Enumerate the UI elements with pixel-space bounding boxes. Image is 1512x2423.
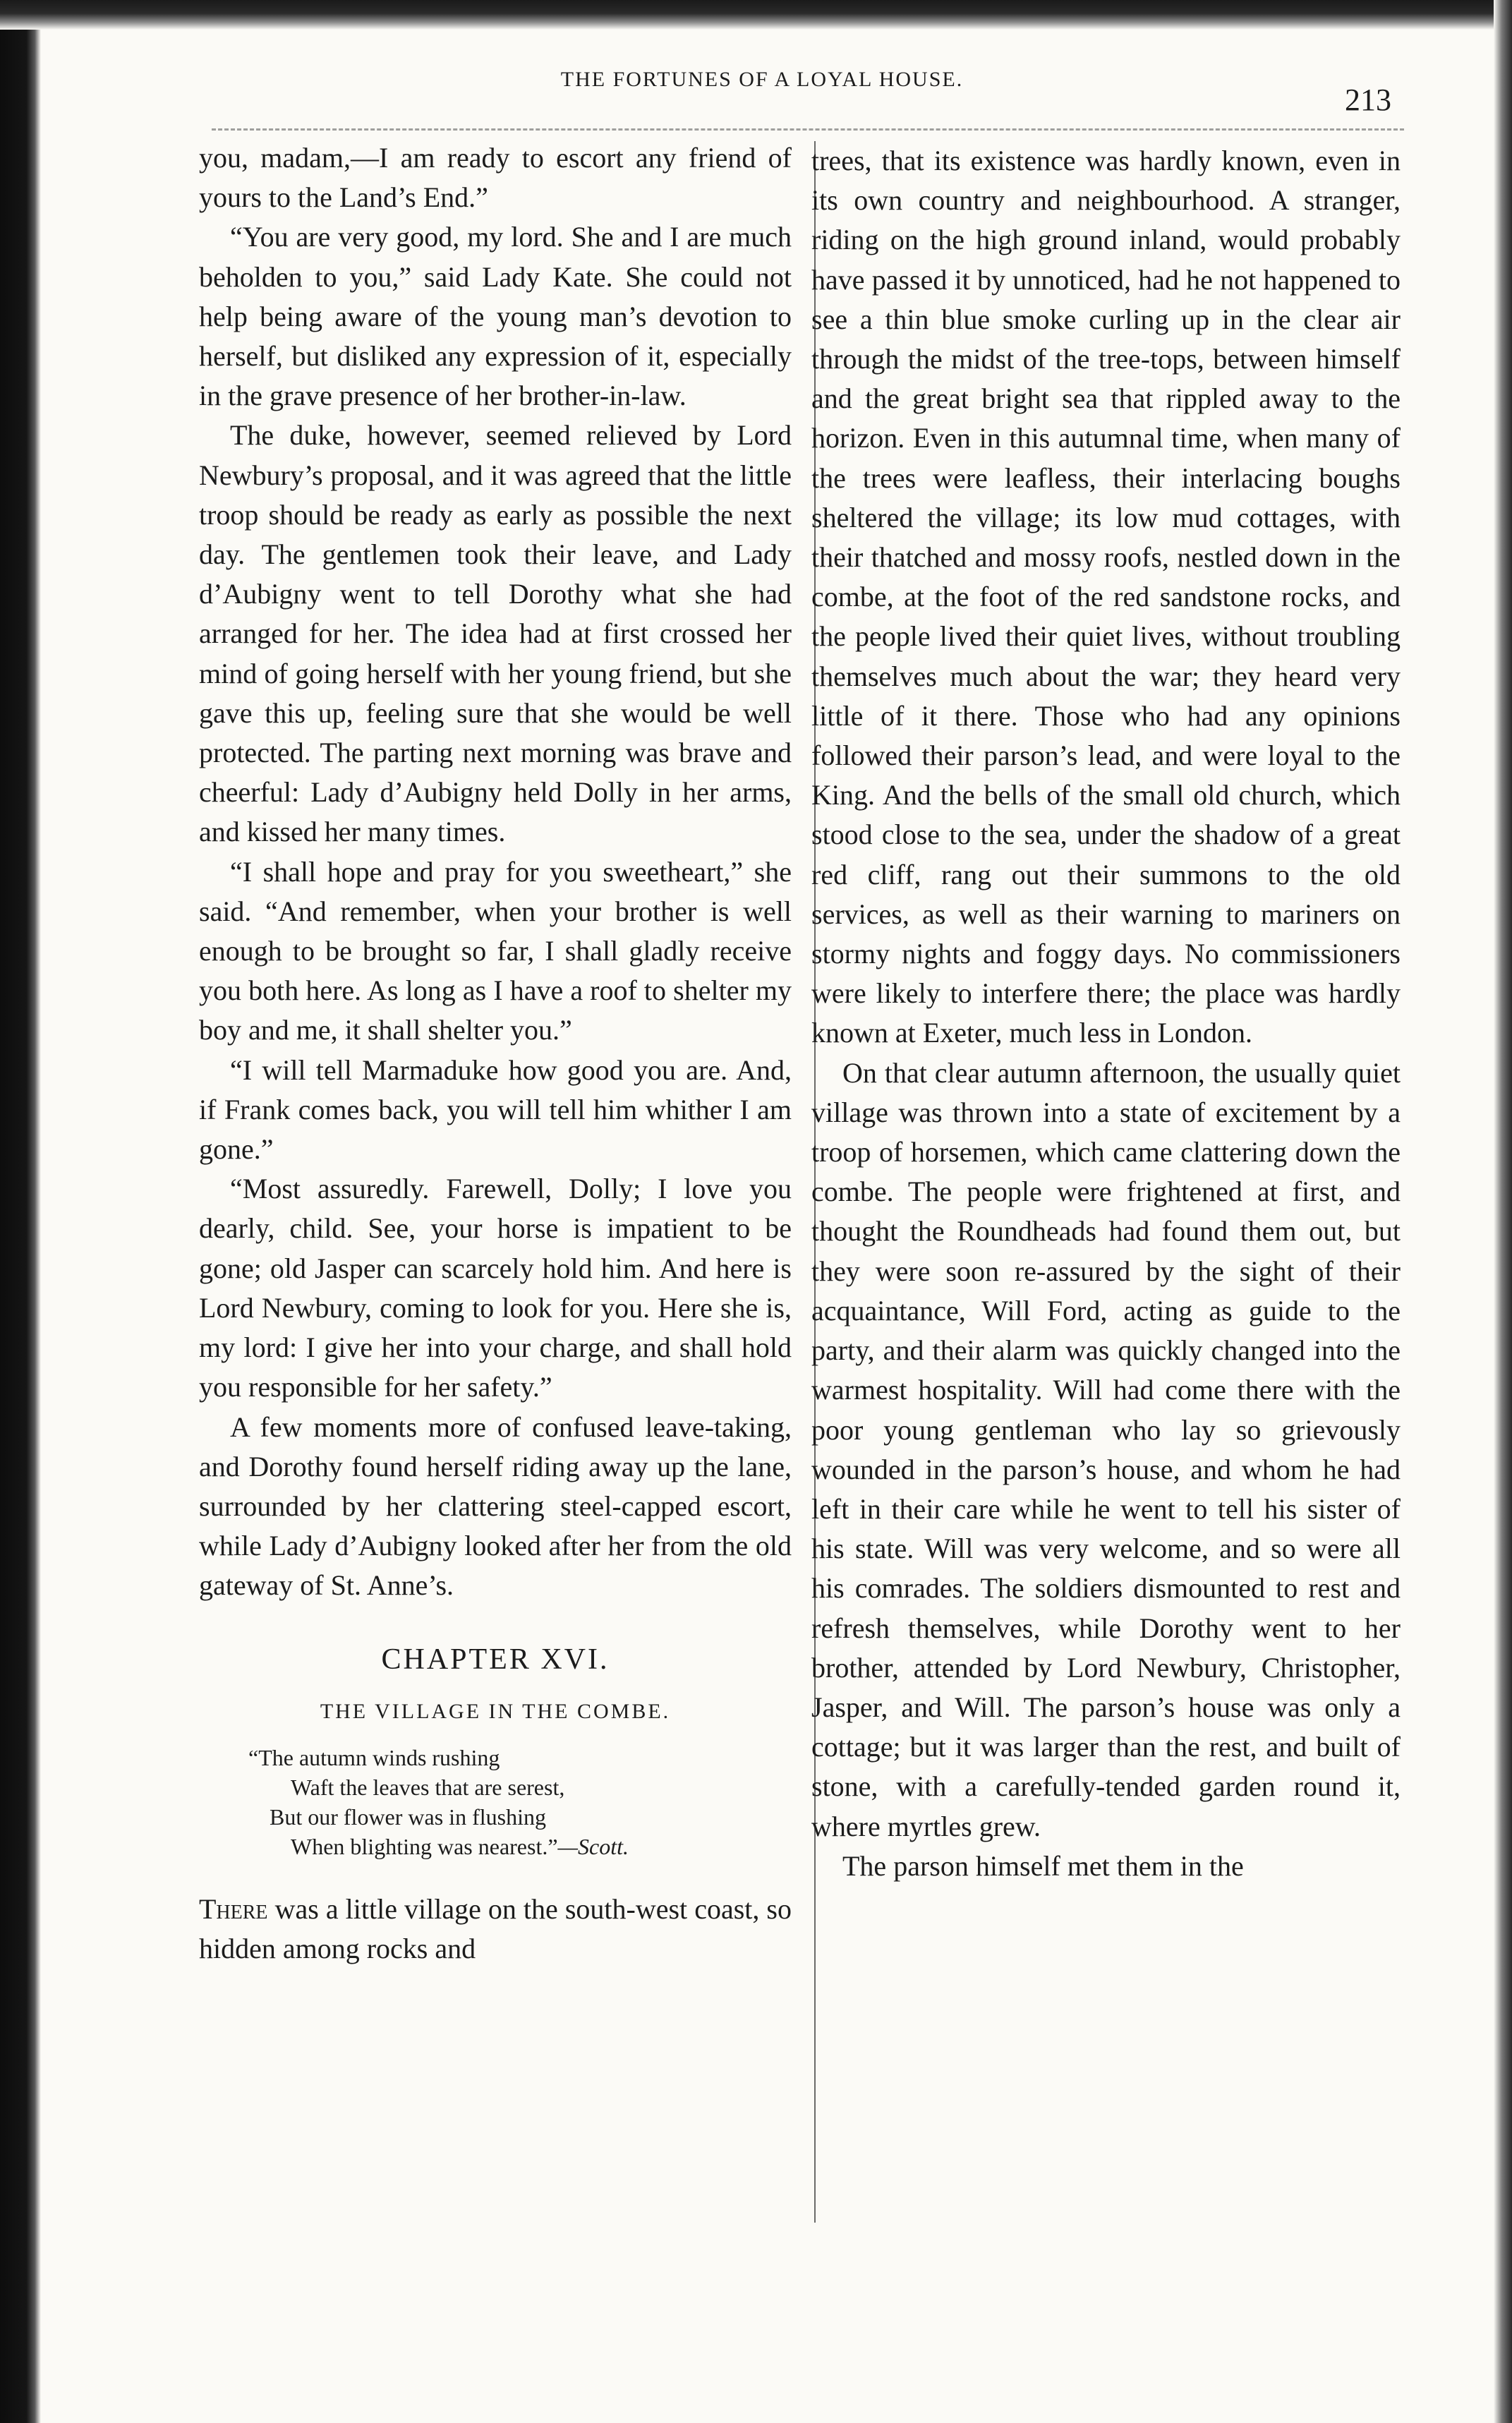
epigraph-line xyxy=(248,1832,792,1861)
scan-edge-left xyxy=(0,0,41,2423)
scan-edge-right xyxy=(1494,0,1512,2423)
paragraph: “I will tell Marmaduke how good you are. And, if Frank comes back, you will tell him whither I am gone.” xyxy=(199,1053,792,1166)
paragraph-text: was a little village on the south-west coast, so hidden among rocks and xyxy=(199,1892,792,1965)
left-column xyxy=(199,138,792,1969)
header-rule xyxy=(212,128,1404,131)
chapter-subtitle: THE VILLAGE IN THE COMBE. xyxy=(320,1699,671,1723)
paragraph: A few moments more of confused leave-taking, and Dorothy found herself riding away up the lane, surrounded by her clattering steel-capped escort, while Lady d’Aubigny looked after her from the old gateway of St. Anne’s. xyxy=(199,1410,792,1602)
paragraph: you, madam,—I am ready to escort any friend of yours to the Land’s End.” xyxy=(199,142,792,214)
paragraph: On that clear autumn afternoon, the usually quiet village was thrown into a state of excitement by a troop of horsemen, which came clattering down the combe. The people were frightened at first, and thought the Roundheads had found them out, but they were soon re-assured by the sight of their acquaintance, Will Ford, acting as guide to the party, and their alarm was quickly changed into the warmest hospitality. Will had come there with the poor young gentleman who lay so grievously wounded in the parson’s house, and whom he had left in their care while he went to tell his sister of his state. Will was very welcome, and so were all his comrades. The soldiers dismounted to rest and refresh themselves, while Dorothy went to her brother, attended by Lord Newbury, Christopher, Jasper, and Will. The parson’s house was only a cottage; but it was larger than the rest, and built of stone, with a carefully-tended garden round it, where myrtles grew. xyxy=(811,1056,1401,1842)
chapter-title: CHAPTER XVI. xyxy=(381,1643,610,1676)
epigraph-attribution: —Scott. xyxy=(557,1833,629,1859)
right-column xyxy=(811,141,1401,1886)
running-header: THE FORTUNES OF A LOYAL HOUSE. xyxy=(560,68,964,91)
epigraph-line: But our flower was in flushing xyxy=(270,1803,546,1830)
scan-edge-top xyxy=(0,0,1512,30)
page-number: 213 xyxy=(1345,83,1391,117)
epigraph-line-text: When blighting was nearest.” xyxy=(291,1833,558,1859)
paragraph-lead: There xyxy=(199,1892,268,1925)
epigraph-line: “The autumn winds rushing xyxy=(248,1744,500,1770)
paragraph: The parson himself met them in the xyxy=(842,1849,1244,1882)
epigraph xyxy=(248,1743,792,1861)
paragraph: The duke, however, seemed relieved by Lord Newbury’s proposal, and it was agreed that the little troop should be ready as early as possible the next day. The gentlemen took their leave, and Lady d’Aubigny went to tell Dorothy what she had arranged for her. The idea had at first crossed her mind of going herself with her young friend, but she gave this up, feeling sure that she would be well protected. The parting next morning was brave and cheerful: Lady d’Aubigny held Dolly in her arms, and kissed her many times. xyxy=(199,419,792,848)
paragraph: trees, that its existence was hardly known, even in its own country and neighbourhood. A stranger, riding on the high ground inland, would probably have passed it by unnoticed, had he not happened to see a thin blue smoke curling up in the clear air through the midst of the tree-tops, between himself and the great bright sea that rippled away to the horizon. Even in this autumnal time, when many of the trees were leafless, their interlacing boughs sheltered the village; its low mud cottages, with their thatched and mossy roofs, nestled down in the combe, at the foot of the red sandstone rocks, and the people lived their quiet lives, without troubling themselves much about the war; they heard very little of it there. Those who had any opinions followed their parson’s lead, and were loyal to the King. And the bells of the small old church, which stood close to the sea, under the shadow of a great red cliff, rang out their summons to the old services, as well as their warning to mariners on stormy nights and foggy days. No commissioners were likely to interfere there; the place was hardly known at Exeter, much less in London. xyxy=(811,145,1401,1049)
paragraph: “Most assuredly. Farewell, Dolly; I love you dearly, child. See, your horse is impatient to be gone; old Jasper can scarcely hold him. And here is Lord Newbury, coming to look for you. Here she is, my lord: I give her into your charge, and shall hold you responsible for her safety.” xyxy=(199,1173,792,1403)
paragraph: “You are very good, my lord. She and I are much beholden to you,” said Lady Kate. She could not help being aware of the young man’s devotion to herself, but disliked any expression of it, especially in the grave presence of her brother-in-law. xyxy=(199,221,792,412)
paragraph xyxy=(199,1890,792,1969)
epigraph-line: Waft the leaves that are serest, xyxy=(291,1774,565,1800)
paragraph: “I shall hope and pray for you sweetheart,” she said. “And remember, when your brother is well enough to be brought so far, I shall gladly receive you both here. As long as I have a roof to shelter my boy and me, it shall shelter you.” xyxy=(199,855,792,1046)
